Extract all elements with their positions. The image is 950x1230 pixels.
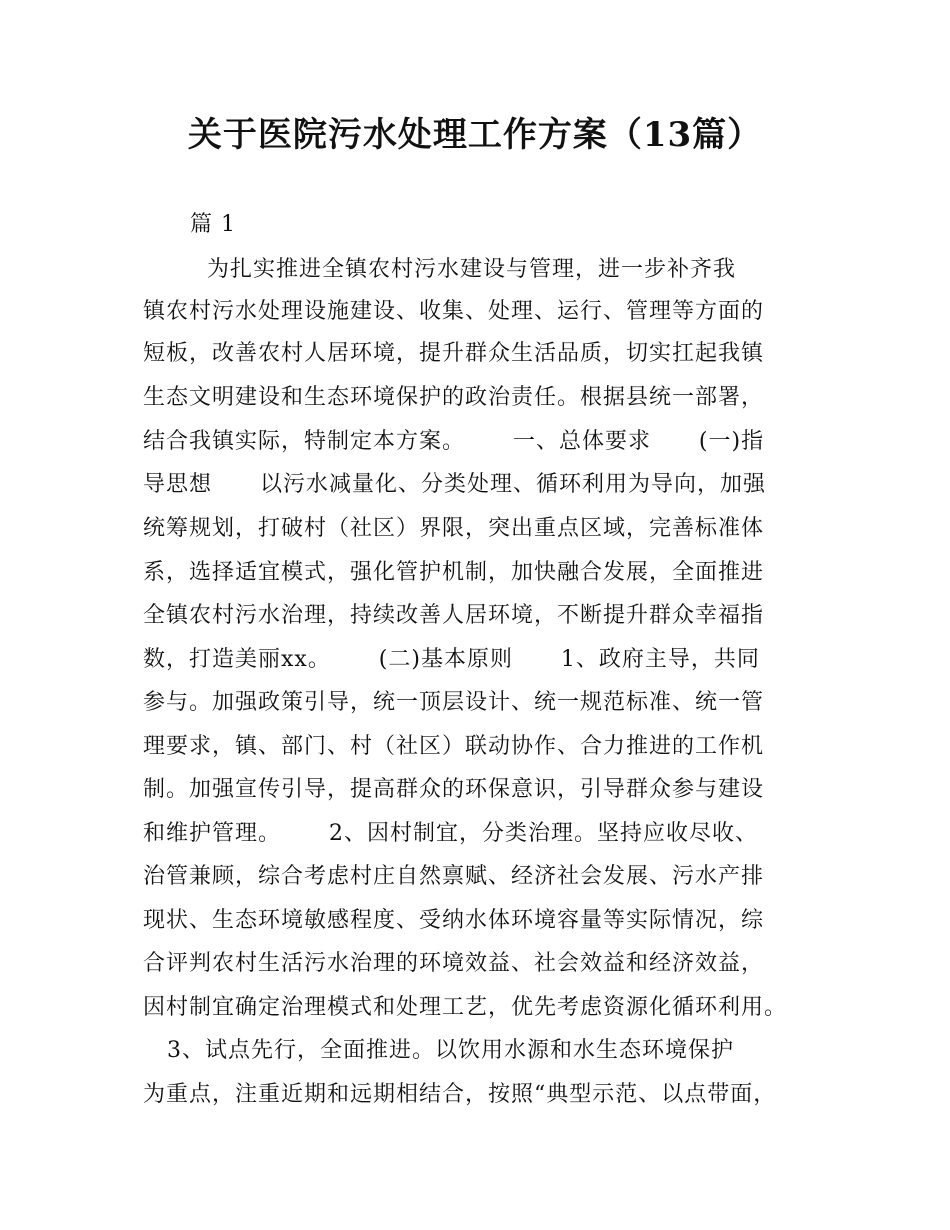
body-line: 系，选择适宜模式，强化管护机制，加快融合发展，全面推进 [143, 560, 765, 585]
body-line: 结合我镇实际，特制定本方案。 一、总体要求 (一)指 [143, 429, 765, 454]
body-line: 为重点，注重近期和远期相结合，按照“典型示范、以点带面， [143, 1082, 777, 1107]
body-line: 制。加强宣传引导，提高群众的环保意识，引导群众参与建设 [143, 777, 765, 802]
body-line: 合评判农村生活污水治理的环境效益、社会效益和经济效益， [143, 951, 765, 976]
body-line: 全镇农村污水治理，持续改善人居环境，不断提升群众幸福指 [143, 603, 765, 628]
body-line: 导思想 以污水减量化、分类处理、循环利用为导向，加强 [143, 472, 766, 497]
body-line: 统筹规划，打破村（社区）界限，突出重点区域，完善标准体 [143, 516, 765, 541]
body-line: 治管兼顾，综合考虑村庄自然禀赋、经济社会发展、污水产排 [143, 864, 765, 889]
body-line: 3、试点先行，全面推进。以饮用水源和水生态环境保护 [143, 1038, 734, 1063]
section-label: 篇 1 [190, 212, 236, 237]
body-line: 和维护管理。 2、因村制宜，分类治理。坚持应收尽收、 [143, 821, 758, 846]
body-line: 数，打造美丽xx。 (二)基本原则 1、政府主导，共同 [143, 647, 760, 672]
body-line: 生态文明建设和生态环境保护的政治责任。根据县统一部署， [143, 385, 765, 410]
document-title: 关于医院污水处理工作方案（13篇） [187, 115, 763, 155]
body-line: 因村制宜确定治理模式和处理工艺，优先考虑资源化循环利用。 [143, 995, 788, 1020]
body-line: 短板，改善农村人居环境，提升群众生活品质，切实扛起我镇 [143, 341, 765, 366]
body-line: 理要求，镇、部门、村（社区）联动协作、合力推进的工作机 [143, 734, 765, 759]
body-line: 参与。加强政策引导，统一顶层设计、统一规范标准、统一管 [143, 690, 765, 715]
body-line: 镇农村污水处理设施建设、收集、处理、运行、管理等方面的 [143, 299, 765, 324]
body-line: 现状、生态环境敏感程度、受纳水体环境容量等实际情况，综 [143, 908, 765, 933]
body-line: 为扎实推进全镇农村污水建设与管理，进一步补齐我 [143, 257, 736, 282]
